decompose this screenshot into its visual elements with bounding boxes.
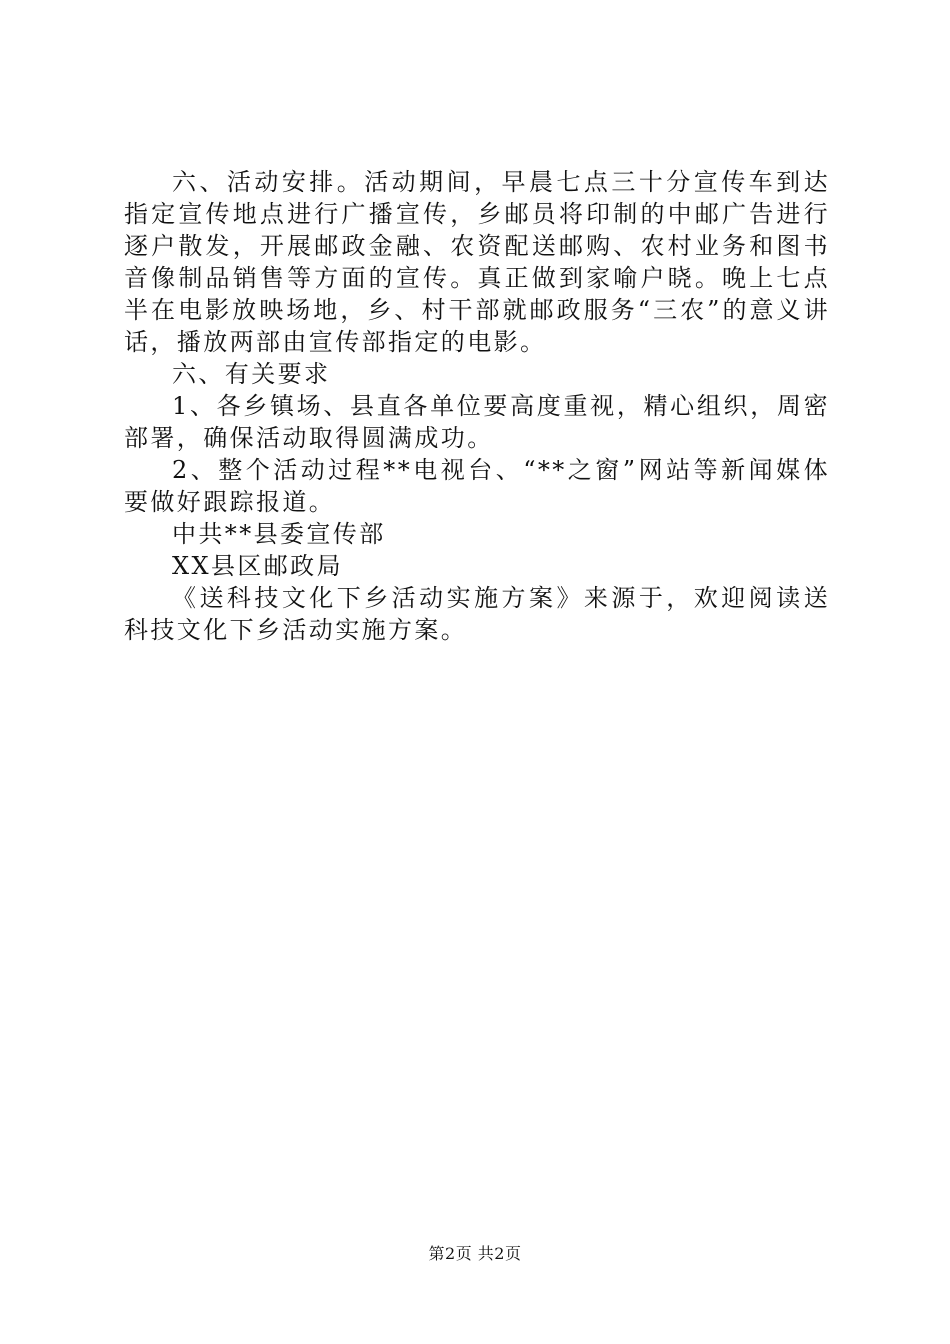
- issuer-postal-bureau: XX县区邮政局: [172, 552, 343, 580]
- requirements-heading: 六、有关要求: [172, 360, 331, 388]
- activity-arrangement-paragraph: 六、活动安排。活动期间，早晨七点三十分宣传车到达指定宣传地点进行广播宣传，乡邮员将印制的中邮广告进行逐户散发，开展邮政金融、农资配送邮购、农村业务和图书音像制品销售等方面的宣传。真正做到家喻户晓。晚上七点半在电影放映场地，乡、村干部就邮政服务“三农”的意义讲话，播放两部由宣传部指定的电影。: [124, 168, 830, 356]
- document-body: [124, 166, 830, 646]
- requirement-item-1: 1、各乡镇场、县直各单位要高度重视，精心组织，周密部署，确保活动取得圆满成功。: [124, 392, 830, 452]
- source-note-paragraph: 《送科技文化下乡活动实施方案》来源于，欢迎阅读送科技文化下乡活动实施方案。: [124, 584, 830, 644]
- page-number-footer: 第2页 共2页: [428, 1244, 522, 1263]
- issuer-propaganda-department: 中共**县委宣传部: [172, 520, 386, 548]
- requirement-item-2: 2、整个活动过程**电视台、“**之窗”网站等新闻媒体要做好跟踪报道。: [124, 456, 830, 516]
